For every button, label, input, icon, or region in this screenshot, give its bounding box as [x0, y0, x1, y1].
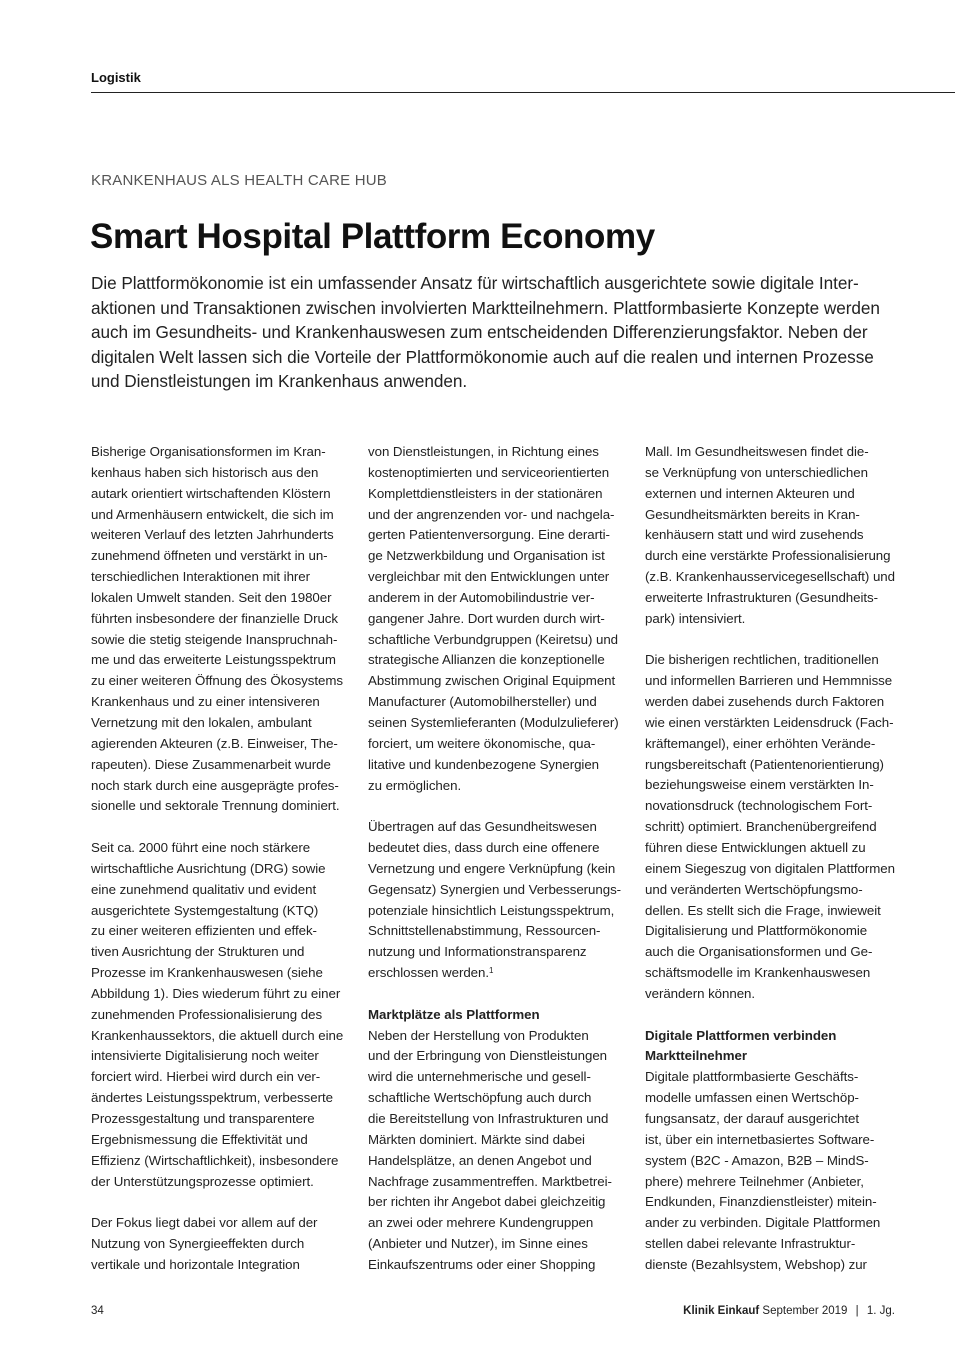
body-line: Seit ca. 2000 führt eine noch stärkere	[91, 840, 311, 856]
body-line: ändertes Leistungsspektrum, verbesserte	[91, 1090, 333, 1106]
body-line: erschlossen werden.$^1$	[368, 965, 494, 981]
body-line: potenziale hinsichtlich Leistungsspektrum,	[368, 902, 615, 918]
body-line: Die bisherigen rechtlichen, traditionellen	[645, 652, 879, 668]
body-paragraph	[91, 1213, 353, 1276]
body-line: tiven Ausrichtung der Strukturen und	[91, 944, 305, 960]
body-line: einem Siegeszug von digitalen Plattformen	[645, 860, 896, 876]
section-subheading: Marktteilnehmer	[645, 1048, 747, 1064]
header-rule	[91, 92, 955, 93]
body-line: forciert, um weitere ökonomische, qua-	[368, 735, 596, 751]
body-line: Digitalisierung und Plattformökonomie	[645, 923, 868, 939]
body-line: modelle umfassen einen Wertschöp-	[645, 1090, 859, 1106]
body-line: rungsbereitschaft (Patientenorientierung)	[645, 756, 884, 772]
body-line: forciert wird. Hierbei wird durch ein ver-	[91, 1069, 321, 1085]
body-line: Gesundheitsmärkten bereits in Kran-	[645, 506, 860, 522]
body-line: kräftemangel), einer erhöhten Verände-	[645, 735, 876, 751]
body-paragraph	[368, 442, 630, 796]
footer-separator: |	[855, 1305, 859, 1317]
body-line: führten insbesondere der finanzielle Druck	[91, 610, 338, 626]
body-line: zu einer weiteren effizienten und effek-	[91, 923, 317, 939]
body-line: Nutzung von Synergieeffekten durch	[91, 1236, 305, 1252]
body-line: dienste (Bezahlsystem, Webshop) zur	[645, 1256, 867, 1272]
body-line: kostenoptimierten und serviceorientierten	[368, 464, 610, 480]
body-line: nutzung und Informationstransparenz	[368, 944, 587, 960]
body-line: erweiterte Infrastrukturen (Gesundheits-	[645, 589, 879, 605]
lead-line: aktionen und Transaktionen zwischen involvierten Marktteilnehmern. Plattformbasierte Konzepte werden	[91, 297, 880, 318]
body-line: eine zunehmend qualitativ und evident	[91, 881, 317, 897]
body-line: durch eine verstärkte Professionalisierung	[645, 548, 891, 564]
body-line: auch die Organisationsformen und Ge-	[645, 944, 873, 960]
body-line: kenhäusern statt und wird zusehends	[645, 527, 864, 543]
body-line: verändern können.	[645, 985, 756, 1001]
body-line: Krankenhaus und zu einer intensiveren	[91, 694, 320, 710]
lead-line: digitalen Welt lassen sich die Vorteile der Plattformökonomie auch auf die realen und internen Prozesse	[91, 346, 874, 367]
body-line: Abstimmung zwischen Original Equipment	[368, 673, 616, 689]
body-line: an zwei oder mehrere Kundengruppen	[368, 1215, 594, 1231]
body-line: intensivierte Digitalisierung noch weiter	[91, 1048, 319, 1064]
body-line: ber richten ihr Angebot dabei gleichzeitig	[368, 1194, 606, 1210]
text-column-2	[368, 442, 630, 1297]
body-line: autark orientiert wirtschaftenden Klöstern	[91, 485, 331, 501]
body-line: dellen. Es stellt sich die Frage, inwieweit	[645, 902, 881, 918]
body-line: phere) mehrere Teilnehmer (Anbieter,	[645, 1173, 864, 1189]
body-line: und der Erbringung von Dienstleistungen	[368, 1048, 608, 1064]
body-line: fungsansatz, der darauf ausgerichtet	[645, 1110, 860, 1126]
lead-line: auch im Gesundheits- und Krankenhauswesen zum entscheidenden Differenzierungsfaktor. Neben der	[91, 322, 868, 343]
body-line: park) intensiviert.	[645, 610, 746, 626]
text-column-3	[645, 442, 907, 1297]
section-block	[645, 1026, 907, 1276]
body-line: ausgerichtete Systemgestaltung (KTQ)	[91, 902, 319, 918]
body-line: seinen Systemlieferanten (Modulzulieferer)	[368, 714, 619, 730]
article-lead	[91, 271, 897, 394]
section-subheading: Marktplätze als Plattformen	[368, 1006, 540, 1022]
body-line: litative und kundenbezogene Synergien	[368, 756, 600, 772]
body-line: die Bereitstellung von Infrastrukturen und	[368, 1110, 609, 1126]
volume-label: 1. Jg.	[866, 1305, 895, 1317]
body-line: Neben der Herstellung von Produkten	[368, 1027, 589, 1043]
article-title: Smart Hospital Plattform Economy	[90, 217, 655, 256]
body-line: ist, über ein internetbasiertes Software-	[645, 1131, 875, 1147]
page-number: 34	[91, 1305, 104, 1317]
body-line: Nachfrage zusammentreffen. Marktbetrei-	[368, 1173, 612, 1189]
body-line: Komplettdienstleisters in der stationären	[368, 485, 603, 501]
body-line: und Armenhäusern entwickelt, die sich im	[91, 506, 334, 522]
body-line: rapeuten). Diese Zusammenarbeit wurde	[91, 756, 331, 772]
body-paragraph	[368, 817, 630, 984]
body-line: terschiedlichen Interaktionen mit ihrer	[91, 569, 311, 585]
body-line: Prozesse im Krankenhauswesen (siehe	[91, 965, 323, 981]
body-line: zu einer weiteren Öffnung des Ökosystems	[91, 673, 343, 689]
body-line: anderem in der Automobilindustrie ver-	[368, 589, 595, 605]
body-line: Bisherige Organisationsformen im Kran-	[91, 444, 326, 459]
body-line: Endkunden, Finanzdienstleister) mitein-	[645, 1194, 877, 1210]
body-line: wirtschaftliche Ausrichtung (DRG) sowie	[91, 860, 326, 876]
body-line: Ergebnismessung die Effektivität und	[91, 1131, 308, 1147]
body-paragraph	[91, 442, 353, 817]
body-line: Manufacturer (Automobilhersteller) und	[368, 694, 597, 710]
body-line: schaftliche Verbundgruppen (Keiretsu) und	[368, 631, 619, 647]
body-line: weiteren Verlauf des letzten Jahrhunderts	[91, 527, 334, 543]
running-header-label: Logistik	[91, 70, 141, 85]
article-kicker: KRANKENHAUS ALS HEALTH CARE HUB	[91, 172, 387, 189]
body-line: se Verknüpfung von unterschiedlichen	[645, 464, 868, 480]
body-line: Abbildung 1). Dies wiederum führt zu einer	[91, 985, 341, 1001]
body-line: Gegensatz) Synergien und Verbesserungs-	[368, 881, 622, 897]
body-line: Märkten dominiert. Märkte sind dabei	[368, 1131, 585, 1147]
body-line: vergleichbar mit den Entwicklungen unter	[368, 569, 610, 585]
body-line: und veränderten Wertschöpfungsmo-	[645, 881, 863, 897]
body-line: ander zu verbinden. Digitale Plattformen	[645, 1215, 881, 1231]
magazine-name: Klinik Einkauf	[683, 1305, 760, 1317]
footer-issue-info	[683, 1305, 895, 1317]
body-line: Der Fokus liegt dabei vor allem auf der	[91, 1215, 318, 1231]
body-line: novationsdruck (technologischem Fort-	[645, 798, 873, 814]
body-line: Übertragen auf das Gesundheitswesen	[368, 819, 597, 835]
body-line: gangener Jahre. Dort wurden durch wirt-	[368, 610, 605, 626]
body-line: beziehungsweise einem verstärkten In-	[645, 777, 874, 793]
section-subheading: Digitale Plattformen verbinden	[645, 1027, 837, 1043]
body-line: ge Netzwerkbildung und Organisation ist	[368, 548, 605, 564]
body-line: Schnittstellenabstimmung, Ressourcen-	[368, 923, 601, 939]
body-line: strategische Allianzen die konzeptionelle	[368, 652, 605, 668]
body-line: schaftliche Wertschöpfung auch durch	[368, 1090, 592, 1106]
body-line: zu ermöglichen.	[368, 777, 462, 793]
body-line: agierenden Akteuren (z.B. Einweiser, The-	[91, 735, 338, 751]
text-column-1	[91, 442, 353, 1297]
body-line: schritt) optimiert. Branchenübergreifend	[645, 819, 877, 835]
body-line: Effizienz (Wirtschaftlichkeit), insbesondere	[91, 1152, 339, 1168]
body-line: bedeutet dies, dass durch eine offenere	[368, 840, 600, 856]
body-line: der Unterstützungsprozesse optimiert.	[91, 1173, 314, 1189]
body-line: Mall. Im Gesundheitswesen findet die-	[645, 444, 869, 459]
body-line: kenhaus haben sich historisch aus den	[91, 464, 319, 480]
body-line: (Anbieter und Nutzer), im Sinne eines	[368, 1236, 588, 1252]
body-line: zunehmend öffneten und verstärkt in un-	[91, 548, 328, 564]
issue-date: September 2019	[762, 1305, 848, 1317]
body-line: Digitale plattformbasierte Geschäfts-	[645, 1069, 859, 1085]
body-paragraph	[645, 650, 907, 1004]
body-line: wie einen verstärkten Leidensdruck (Fach-	[645, 714, 894, 730]
body-line: externen und internen Akteuren und	[645, 485, 855, 501]
body-line: von Dienstleistungen, in Richtung eines	[368, 444, 599, 459]
body-line: (z.B. Krankenhausservicegesellschaft) und	[645, 569, 895, 585]
body-paragraph	[645, 442, 907, 630]
body-line: Prozessgestaltung und transparentere	[91, 1110, 315, 1126]
lead-line: Die Plattformökonomie ist ein umfassender Ansatz für wirtschaftlich ausgerichtete sowie digitale Inter-	[91, 273, 859, 293]
body-paragraph	[91, 838, 353, 1192]
lead-line: und Dienstleistungen im Krankenhaus anwenden.	[91, 371, 468, 392]
body-line: Vernetzung mit den lokalen, ambulant	[91, 714, 312, 730]
body-line: Handelsplätze, an denen Angebot und	[368, 1152, 592, 1168]
body-line: schäftsmodelle im Krankenhauswesen	[645, 965, 871, 981]
body-line: sionelle und sektorale Trennung dominiert.	[91, 798, 340, 814]
body-line: führen diese Entwicklungen aktuell zu	[645, 840, 866, 856]
body-line: Krankenhaussektors, die aktuell durch eine	[91, 1027, 344, 1043]
body-line: gerten Patientenversorgung. Eine derarti-	[368, 527, 610, 543]
body-line: und der angrenzenden vor- und nachgela-	[368, 506, 615, 522]
body-line: lokalen Umwelt standen. Seit den 1980er	[91, 589, 332, 605]
body-line: sowie die stetig steigende Inanspruchnah-	[91, 631, 338, 647]
body-line: noch stark durch eine ausgeprägte profes-	[91, 777, 339, 793]
body-line: stellen dabei relevante Infrastruktur-	[645, 1236, 856, 1252]
body-line: Vernetzung und engere Verknüpfung (kein	[368, 860, 616, 876]
body-line: wird die unternehmerische und gesell-	[368, 1069, 591, 1085]
section-block	[368, 1005, 630, 1276]
body-line: und informellen Barrieren und Hemmnisse	[645, 673, 893, 689]
body-line: Einkaufszentrums oder einer Shopping	[368, 1256, 596, 1272]
body-line: me und das erweiterte Leistungsspektrum	[91, 652, 336, 668]
body-line: system (B2C - Amazon, B2B – MindS-	[645, 1152, 869, 1168]
body-line: zunehmenden Professionalisierung des	[91, 1006, 323, 1022]
body-line: werden dabei zusehends durch Faktoren	[645, 694, 885, 710]
footnote-ref: 1	[489, 966, 494, 976]
body-line: vertikale und horizontale Integration	[91, 1256, 300, 1272]
